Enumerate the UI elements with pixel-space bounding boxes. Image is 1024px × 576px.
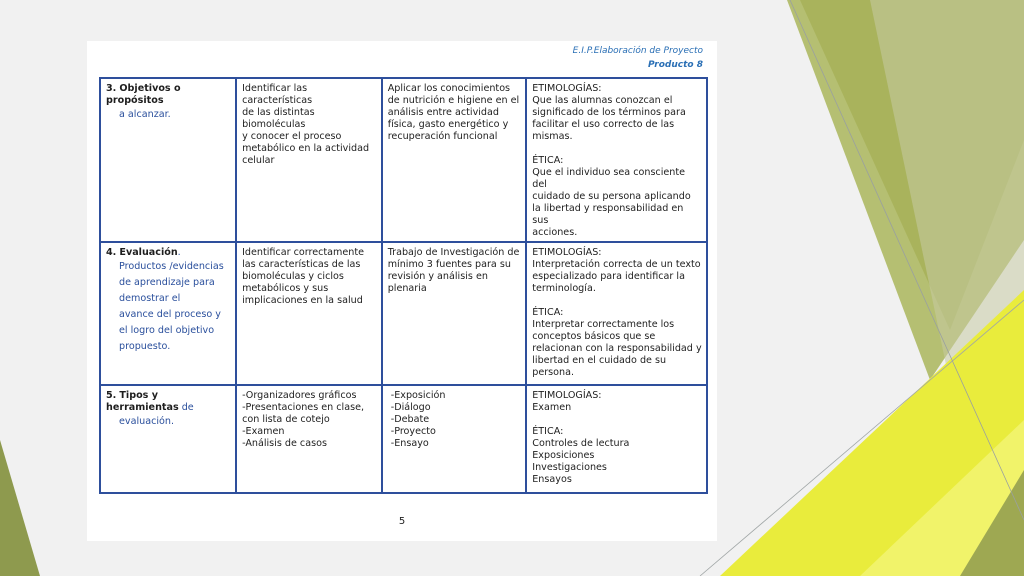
cell-line: Identificar correctamente — [242, 247, 365, 258]
table-cell — [526, 78, 707, 242]
cell-line: con lista de cotejo — [242, 414, 330, 425]
row-subtitle-line: propuesto. — [119, 341, 171, 352]
row-label-cell — [100, 242, 236, 385]
cell-line: -Exposición — [387, 390, 446, 401]
row-number: 3. — [106, 83, 117, 94]
cell-line: persona. — [532, 367, 575, 378]
row-title: Evaluación — [119, 247, 178, 258]
cell-line: -Presentaciones en clase, — [242, 402, 365, 413]
cell-line: relacionan con la responsabilidad y — [532, 343, 702, 354]
cell-line: las características de las — [242, 259, 361, 270]
olive-triangle-bottom-left — [0, 440, 40, 576]
row-subtitle-line: evaluación. — [119, 416, 175, 427]
cell-line: ETIMOLOGÍAS: — [532, 390, 602, 401]
cell-line: ÉTICA: — [532, 426, 564, 437]
cell-line: mínimo 3 fuentes para su — [387, 259, 511, 270]
cell-line: la libertad y responsabilidad en sus — [532, 203, 687, 226]
cell-line: Aplicar los conocimientos — [387, 83, 511, 94]
row-title-rest: . — [177, 247, 181, 258]
cell-line: metabólico en la actividad — [242, 143, 370, 154]
spacer — [532, 414, 702, 426]
cell-line: especializado para identificar la — [532, 271, 685, 282]
cell-line: ETIMOLOGÍAS: — [532, 247, 602, 258]
cell-line: facilitar el uso correcto de las — [532, 119, 675, 130]
cell-line: análisis entre actividad — [387, 107, 499, 118]
cell-line: de las distintas biomoléculas — [242, 107, 318, 130]
row-subtitle-line: demostrar el — [119, 293, 181, 304]
row-title: Objetivos o propósitos — [106, 83, 181, 106]
table-cell — [236, 78, 382, 242]
table-row — [100, 242, 707, 385]
cell-line: Trabajo de Investigación de — [387, 247, 520, 258]
cell-line: acciones. — [532, 227, 578, 238]
table-cell — [382, 385, 527, 493]
row-number: 4. — [106, 247, 117, 258]
cell-line: conceptos básicos que se — [532, 331, 656, 342]
cell-line: de nutrición e higiene en el — [387, 95, 520, 106]
cell-line: Examen — [532, 402, 572, 413]
spacer — [532, 295, 702, 307]
table-cell — [382, 78, 527, 242]
cell-line: -Examen — [242, 426, 285, 437]
document-page — [87, 41, 717, 541]
table-cell — [382, 242, 527, 385]
cell-line: ETIMOLOGÍAS: — [532, 83, 602, 94]
cell-line: Interpretar correctamente los — [532, 319, 675, 330]
cell-line: biomoléculas y ciclos — [242, 271, 344, 282]
cell-line: Interpretación correcta de un texto — [532, 259, 701, 270]
row-title-rest: de — [178, 402, 194, 413]
cell-line: libertad en el cuidado de su — [532, 355, 667, 366]
row-subtitle-line: el logro del objetivo — [119, 325, 215, 336]
table-cell — [236, 242, 382, 385]
cell-line: -Proyecto — [387, 426, 436, 437]
cell-line: -Diálogo — [387, 402, 431, 413]
cell-line: terminología. — [532, 283, 596, 294]
document-header-title: E.I.P.Elaboración de Proyecto — [572, 46, 703, 56]
table-cell — [526, 385, 707, 493]
row-subtitle-line: de aprendizaje para — [119, 277, 215, 288]
cell-line: mismas. — [532, 131, 573, 142]
spacer — [532, 143, 702, 155]
row-subtitle-line: a alcanzar. — [119, 109, 171, 120]
row-subtitle-line: Productos /evidencias — [119, 261, 224, 272]
table-row — [100, 385, 707, 493]
row-title: Tipos y herramientas — [106, 390, 179, 413]
cell-line: revisión y análisis en plenaria — [387, 271, 491, 294]
cell-line: -Debate — [387, 414, 430, 425]
cell-line: significado de los términos para — [532, 107, 686, 118]
row-subtitle-line: avance del proceso y — [119, 309, 221, 320]
document-header-subtitle: Producto 8 — [647, 60, 703, 70]
row-label-cell — [100, 78, 236, 242]
cell-line: metabólicos y sus — [242, 283, 329, 294]
planning-table — [99, 77, 708, 494]
cell-line: Identificar las características — [242, 83, 313, 106]
table-cell — [236, 385, 382, 493]
cell-line: ÉTICA: — [532, 155, 564, 166]
cell-line: implicaciones en la salud — [242, 295, 363, 306]
cell-line: Investigaciones — [532, 462, 607, 473]
cell-line: -Ensayo — [387, 438, 429, 449]
cell-line: física, gasto energético y — [387, 119, 509, 130]
table-row — [100, 78, 707, 242]
cell-line: Que el individuo sea consciente del — [532, 167, 689, 190]
row-number: 5. — [106, 390, 117, 401]
row-label-cell — [100, 385, 236, 493]
cell-line: recuperación funcional — [387, 131, 498, 142]
cell-line: y conocer el proceso — [242, 131, 342, 142]
cell-line: Controles de lectura — [532, 438, 630, 449]
cell-line: Ensayos — [532, 474, 572, 485]
cell-line: Exposiciones — [532, 450, 595, 461]
page-number: 5 — [398, 516, 406, 527]
cell-line: celular — [242, 155, 275, 166]
cell-line: Que las alumnas conozcan el — [532, 95, 673, 106]
cell-line: -Organizadores gráficos — [242, 390, 357, 401]
table-cell — [526, 242, 707, 385]
cell-line: ÉTICA: — [532, 307, 564, 318]
cell-line: -Análisis de casos — [242, 438, 327, 449]
cell-line: cuidado de su persona aplicando — [532, 191, 691, 202]
